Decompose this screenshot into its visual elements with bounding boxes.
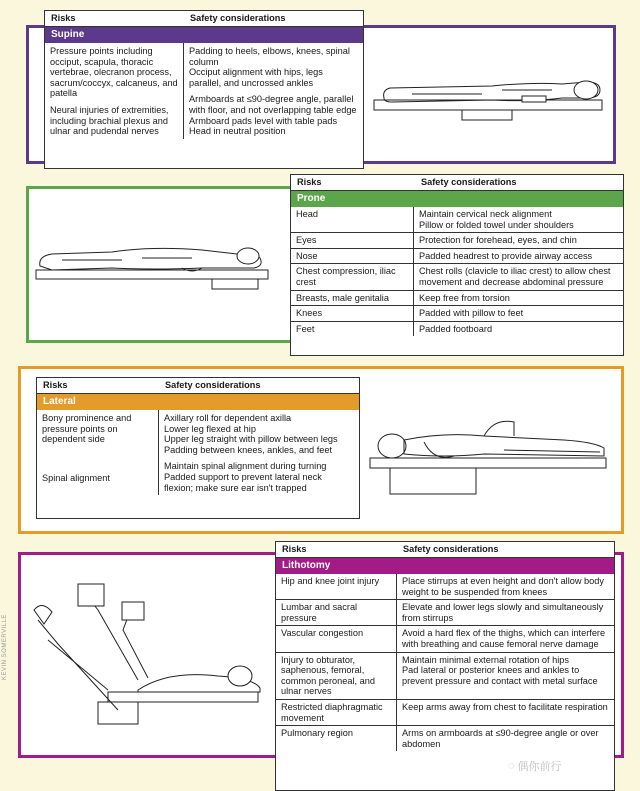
lithotomy-safety: Keep arms away from chest to facilitate respiration — [402, 701, 608, 712]
lithotomy-illustration — [28, 580, 268, 740]
table-row — [291, 322, 623, 337]
table-row — [276, 626, 614, 652]
lithotomy-safety: Place stirrups at even height and don't allow body weight to be suspended from knees — [402, 576, 604, 597]
prone-safety: Keep free from torsion — [419, 292, 510, 303]
lateral-safety: Upper leg straight with pillow between legs — [164, 434, 338, 445]
supine-risk: Pressure points including occiput, scapula, thoracic vertebrae, olecranon process, sacrum/coccyx, calcaneus, and patella — [50, 46, 178, 99]
prone-safety: Chest rolls (clavicle to iliac crest) to allow chest movement and decrease abdominal pressure — [419, 266, 611, 287]
prone-risk: Feet — [291, 322, 414, 337]
prone-title: Prone — [291, 191, 623, 207]
lithotomy-risk: Hip and knee joint injury — [276, 574, 397, 599]
supine-safety: Armboard pads level with table pads — [189, 115, 338, 126]
table-row — [276, 600, 614, 626]
prone-risk: Nose — [291, 249, 414, 264]
risks-header: Risks — [297, 177, 322, 188]
watermark — [508, 758, 562, 774]
lateral-safety: Maintain spinal alignment during turning — [164, 461, 327, 472]
safety-header: Safety considerations — [403, 544, 499, 555]
table-row — [291, 207, 623, 233]
lithotomy-safety: Avoid a hard flex of the thighs, which can interfere with breathing and cause femoral nerve damage — [402, 628, 606, 649]
table-row — [291, 264, 623, 290]
watermark-text: 偶你前行 — [517, 761, 562, 773]
prone-safety: Padded headrest to provide airway access — [419, 250, 593, 261]
risks-header: Risks — [43, 380, 68, 391]
chat-icon: ◌ — [508, 760, 515, 772]
lateral-table — [36, 377, 360, 519]
lithotomy-risk: Restricted diaphragmatic movement — [276, 700, 397, 725]
lateral-illustration — [364, 412, 614, 502]
supine-risk: Neural injuries of extremities, including brachial plexus and ulnar and pudendal nerves — [50, 104, 169, 137]
prone-risk: Chest compression, iliac crest — [291, 264, 414, 289]
table-row — [276, 700, 614, 726]
safety-header: Safety considerations — [421, 177, 517, 188]
lateral-safety: Axillary roll for dependent axilla — [164, 413, 292, 423]
lateral-risk: Spinal alignment — [42, 472, 110, 483]
table-row — [291, 233, 623, 249]
prone-safety: Maintain cervical neck alignment Pillow or folded towel under shoulders — [419, 209, 574, 230]
safety-header: Safety considerations — [165, 380, 261, 391]
lateral-safety: Padded support to prevent lateral neck flexion; make sure ear isn't trapped — [164, 471, 322, 493]
lateral-title: Lateral — [37, 394, 359, 410]
table-row — [291, 291, 623, 307]
lithotomy-risk: Lumbar and sacral pressure — [276, 600, 397, 625]
risks-header: Risks — [51, 13, 76, 24]
table-row — [276, 574, 614, 600]
lithotomy-risk: Vascular congestion — [276, 626, 397, 651]
lithotomy-safety: Arms on armboards at ≤90-degree angle or over abdomen — [402, 728, 599, 749]
prone-risk: Head — [291, 207, 414, 232]
lithotomy-header — [276, 542, 614, 558]
risks-header: Risks — [282, 544, 307, 555]
lateral-header — [37, 378, 359, 394]
prone-safety: Padded footboard — [419, 323, 493, 334]
supine-safety: Padding to heels, elbows, knees, spinal column — [189, 46, 350, 67]
lithotomy-safety: Maintain minimal external rotation of hips Pad lateral or posterior knees and ankles to prevent pressure and contact with metal surface — [402, 654, 598, 686]
prone-table — [290, 174, 624, 356]
prone-risk: Breasts, male genitalia — [291, 291, 414, 306]
lithotomy-risk: Injury to obturator, saphenous, femoral, common peroneal, and ulnar nerves — [276, 653, 397, 699]
lithotomy-safety: Elevate and lower legs slowly and simultaneously from stirrups — [402, 602, 604, 623]
lithotomy-table — [275, 541, 615, 791]
lithotomy-risk: Pulmonary region — [276, 726, 397, 751]
prone-illustration — [32, 232, 272, 302]
prone-header — [291, 175, 623, 191]
prone-safety: Protection for forehead, eyes, and chin — [419, 235, 577, 246]
table-row — [276, 726, 614, 751]
supine-header — [45, 11, 363, 27]
lateral-risk: Bony prominence and pressure points on dependent side — [42, 413, 132, 445]
lateral-safety: Lower leg flexed at hip — [164, 423, 256, 434]
supine-safety: Head in neutral position — [189, 126, 286, 137]
illustrator-credit: KEVIN SOMERVILLE — [2, 614, 8, 680]
supine-table — [44, 10, 364, 169]
safety-header: Safety considerations — [190, 13, 286, 24]
supine-safety: Armboards at ≤90-degree angle, parallel with floor, and not overlapping table edge — [189, 94, 357, 115]
lithotomy-title: Lithotomy — [276, 558, 614, 574]
prone-safety: Padded with pillow to feet — [419, 308, 524, 319]
prone-risk: Knees — [291, 306, 414, 321]
lateral-safety: Padding between knees, ankles, and feet — [164, 444, 333, 455]
table-row — [276, 653, 614, 700]
table-row — [291, 249, 623, 265]
supine-illustration — [372, 60, 604, 130]
supine-safety: Occiput alignment with hips, legs parallel, and uncrossed ankles — [189, 67, 323, 88]
supine-title: Supine — [45, 27, 363, 43]
prone-risk: Eyes — [291, 233, 414, 248]
table-row — [291, 306, 623, 322]
